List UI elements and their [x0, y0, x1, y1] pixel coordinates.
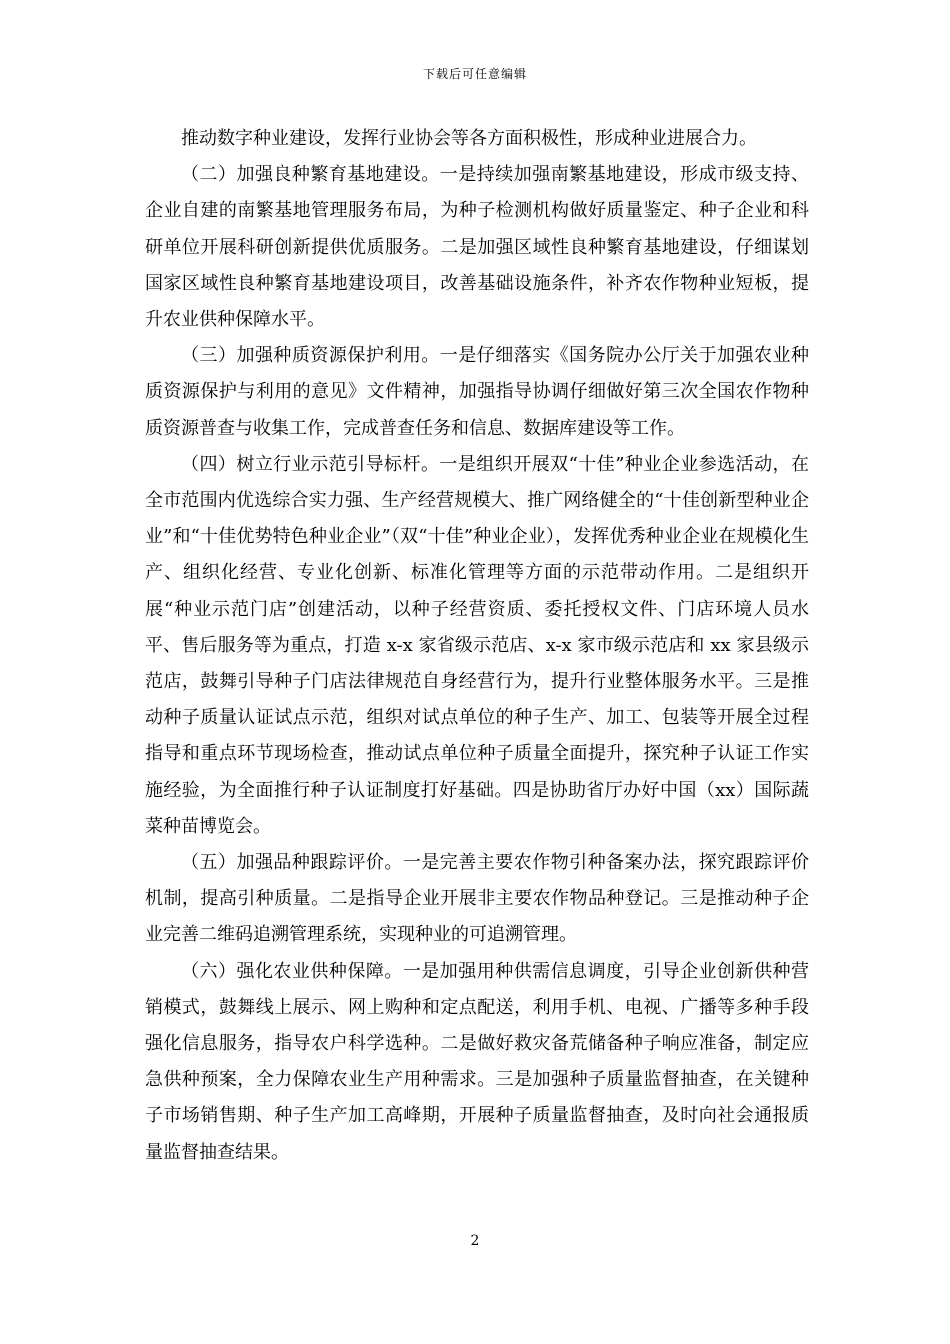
page-header-note: 下载后可任意编辑 — [422, 67, 527, 81]
paragraph-section-5: （五）加强品种跟踪评价。一是完善主要农作物引种备案办法，探究跟踪评价机制，提高引种质量。二是指导企业开展非主要农作物品种登记。三是推动种子企业完善二维码追溯管理系统，实现种业的可追溯管理。 — [145, 852, 809, 946]
paragraph-continued: 推动数字种业建设，发挥行业协会等各方面积极性，形成种业进展合力。 — [181, 128, 757, 149]
paragraph-section-4: （四）树立行业示范引导标杆。一是组织开展双“十佳”种业企业参选活动，在全市范围内优选综合实力强、生产经营规模大、推广网络健全的“十佳创新型种业企业”和“十佳优势特色种业企业”（双“十佳”种业企业），发挥优秀种业企业在规模化生产、组织化经营、专业化创新、标准化管理等方面的示范带动作用。二是组织开展“种业示范门店”创建活动，以种子经营资质、委托授权文件、门店环境人员水平、售后服务等为重点，打造 x-x 家省级示范店、x-x 家市级示范店和 xx 家县级示范店，鼓舞引导种子门店法律规范自身经营行为，提升行业整体服务水平。三是推动种子质量认证试点示范，组织对试点单位的种子生产、加工、包装等开展全过程指导和重点环节现场检查，推动试点单位种子质量全面提升，探究种子认证工作实施经验，为全面推行种子认证制度打好基础。四是协助省厅办好中国（xx）国际蔬菜种苗博览会。 — [145, 453, 809, 837]
document-body — [145, 121, 809, 1171]
page-number: 2 — [470, 1233, 480, 1249]
paragraph-section-6: （六）强化农业供种保障。一是加强用种供需信息调度，引导企业创新供种营销模式，鼓舞线上展示、网上购种和定点配送，利用手机、电视、广播等多种手段强化信息服务，指导农户科学选种。二是做好救灾备荒储备种子响应准备，制定应急供种预案，全力保障农业生产用种需求。三是加强种子质量监督抽查，在关键种子市场销售期、种子生产加工高峰期，开展种子质量监督抽查，及时向社会通报质量监督抽查结果。 — [145, 960, 809, 1163]
paragraph-section-3: （三）加强种质资源保护利用。一是仔细落实《国务院办公厅关于加强农业种质资源保护与利用的意见》文件精神，加强指导协调仔细做好第三次全国农作物种质资源普查与收集工作，完成普查任务和信息、数据库建设等工作。 — [145, 345, 809, 439]
paragraph-section-2: （二）加强良种繁育基地建设。一是持续加强南繁基地建设，形成市级支持、企业自建的南繁基地管理服务布局，为种子检测机构做好质量鉴定、种子企业和科研单位开展科研创新提供优质服务。二是加强区域性良种繁育基地建设，仔细谋划国家区域性良种繁育基地建设项目，改善基础设施条件，补齐农作物种业短板，提升农业供种保障水平。 — [145, 164, 809, 331]
